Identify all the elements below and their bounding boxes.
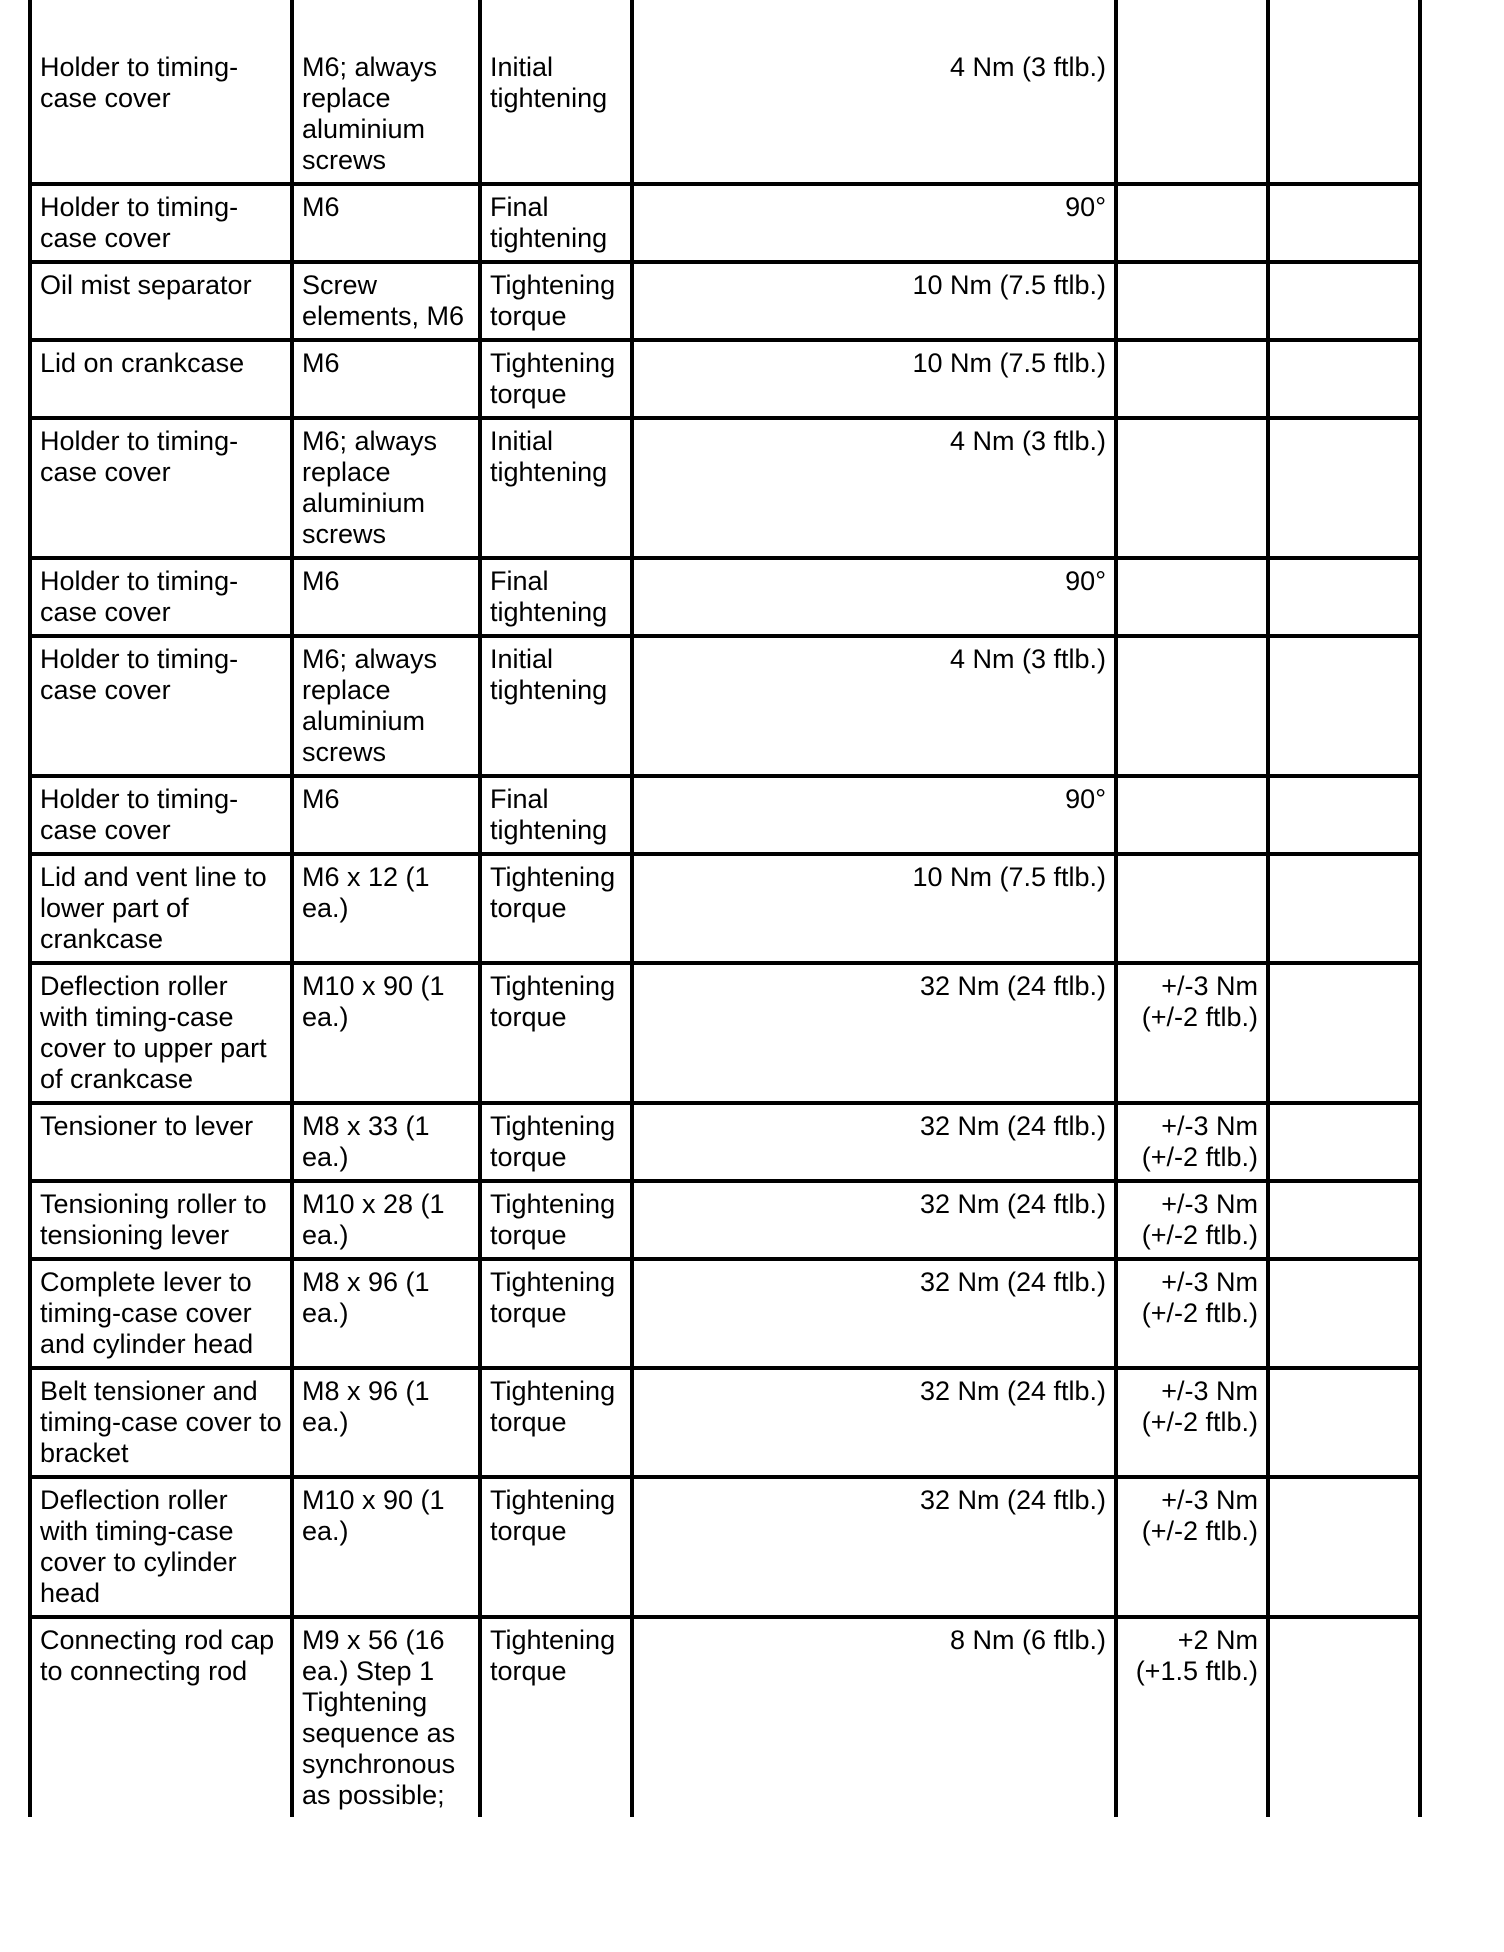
component-cell: [30, 854, 292, 963]
tightening-type-cell: [480, 1477, 632, 1617]
table-row: [30, 1259, 1420, 1368]
component-text: Belt tensioner and timing-case cover to bracket: [40, 1376, 282, 1468]
tightening-type-text: Final tightening: [490, 784, 608, 845]
fastener-spec-cell: [292, 1103, 480, 1181]
tightening-type-text: Initial tightening: [490, 644, 608, 705]
tightening-type-cell: [480, 340, 632, 418]
table-row: [30, 636, 1420, 776]
note-cell: [1268, 184, 1420, 262]
note-cell: [1268, 963, 1420, 1103]
fastener-spec-text: M10 x 90 (1 ea.): [302, 1485, 445, 1546]
torque-value-cell: [632, 262, 1116, 340]
note-cell: [1268, 558, 1420, 636]
component-text: Lid on crankcase: [40, 348, 245, 378]
fastener-spec-cell: [292, 1617, 480, 1817]
torque-value-text: 32 Nm (24 ftlb.): [919, 1267, 1106, 1297]
tightening-type-text: Final tightening: [490, 566, 608, 627]
tolerance-cell: [1116, 0, 1268, 184]
note-cell: [1268, 1617, 1420, 1817]
note-cell: [1268, 1103, 1420, 1181]
tightening-type-cell: [480, 776, 632, 854]
component-cell: [30, 1259, 292, 1368]
tolerance-cell: [1116, 558, 1268, 636]
note-cell: [1268, 262, 1420, 340]
tightening-type-text: Tightening torque: [490, 1485, 616, 1546]
fastener-spec-text: M9 x 56 (16 ea.) Step 1 Tightening sequence as synchronous as possible;: [302, 1625, 456, 1810]
torque-value-cell: [632, 854, 1116, 963]
tightening-type-text: Tightening torque: [490, 1111, 616, 1172]
fastener-spec-text: M6; always replace aluminium screws: [302, 644, 438, 767]
torque-value-cell: [632, 418, 1116, 558]
fastener-spec-text: M10 x 28 (1 ea.): [302, 1189, 445, 1250]
torque-value-cell: [632, 1368, 1116, 1477]
fastener-spec-text: M6: [302, 566, 340, 596]
tightening-type-cell: [480, 1181, 632, 1259]
fastener-spec-cell: [292, 963, 480, 1103]
note-cell: [1268, 1259, 1420, 1368]
tolerance-cell: [1116, 776, 1268, 854]
component-cell: [30, 340, 292, 418]
torque-specification-table: [28, 0, 1422, 1817]
tightening-type-text: Tightening torque: [490, 348, 616, 409]
component-cell: [30, 636, 292, 776]
torque-value-text: 90°: [1065, 784, 1106, 814]
component-text: Deflection roller with timing-case cover to upper part of crankcase: [40, 971, 267, 1094]
torque-value-text: 10 Nm (7.5 ftlb.): [912, 348, 1106, 378]
component-text: Lid and vent line to lower part of crankcase: [40, 862, 267, 954]
fastener-spec-cell: [292, 1259, 480, 1368]
table-row: [30, 262, 1420, 340]
torque-value-text: 8 Nm (6 ftlb.): [949, 1625, 1106, 1655]
torque-value-text: 32 Nm (24 ftlb.): [919, 1189, 1106, 1219]
component-text: Tensioner to lever: [40, 1111, 254, 1141]
fastener-spec-text: M10 x 90 (1 ea.): [302, 971, 445, 1032]
fastener-spec-cell: [292, 184, 480, 262]
torque-value-text: 32 Nm (24 ftlb.): [919, 1111, 1106, 1141]
tightening-type-text: Tightening torque: [490, 971, 616, 1032]
note-cell: [1268, 1368, 1420, 1477]
component-text: Tensioning roller to tensioning lever: [40, 1189, 267, 1250]
tolerance-cell: [1116, 1259, 1268, 1368]
tightening-type-cell: [480, 636, 632, 776]
component-cell: [30, 0, 292, 184]
table-row: [30, 1477, 1420, 1617]
torque-value-cell: [632, 1259, 1116, 1368]
fastener-spec-cell: [292, 262, 480, 340]
fastener-spec-text: M6: [302, 348, 340, 378]
component-cell: [30, 1103, 292, 1181]
tightening-type-cell: [480, 184, 632, 262]
tightening-type-text: Initial tightening: [490, 52, 608, 113]
note-cell: [1268, 418, 1420, 558]
component-cell: [30, 184, 292, 262]
note-cell: [1268, 854, 1420, 963]
tolerance-text: +/-3 Nm (+/-2 ftlb.): [1141, 1189, 1258, 1250]
tightening-type-cell: [480, 1617, 632, 1817]
fastener-spec-text: M6; always replace aluminium screws: [302, 426, 438, 549]
torque-value-text: 10 Nm (7.5 ftlb.): [912, 270, 1106, 300]
table-row: [30, 1181, 1420, 1259]
torque-value-cell: [632, 963, 1116, 1103]
tolerance-cell: [1116, 1103, 1268, 1181]
fastener-spec-text: M6: [302, 192, 340, 222]
fastener-spec-text: M6 x 12 (1 ea.): [302, 862, 430, 923]
table-row: [30, 1368, 1420, 1477]
tightening-type-cell: [480, 558, 632, 636]
tolerance-cell: [1116, 1477, 1268, 1617]
tolerance-cell: [1116, 1181, 1268, 1259]
note-cell: [1268, 776, 1420, 854]
torque-value-cell: [632, 776, 1116, 854]
tolerance-cell: [1116, 963, 1268, 1103]
torque-value-text: 90°: [1065, 192, 1106, 222]
table-row: [30, 558, 1420, 636]
fastener-spec-text: M8 x 96 (1 ea.): [302, 1376, 430, 1437]
component-text: Deflection roller with timing-case cover to cylinder head: [40, 1485, 237, 1608]
torque-value-text: 4 Nm (3 ftlb.): [949, 426, 1106, 456]
fastener-spec-text: Screw elements, M6: [302, 270, 465, 331]
tolerance-cell: [1116, 1617, 1268, 1817]
table-row: [30, 418, 1420, 558]
component-text: Holder to timing-case cover: [40, 784, 239, 845]
torque-value-text: 10 Nm (7.5 ftlb.): [912, 862, 1106, 892]
component-cell: [30, 1181, 292, 1259]
tightening-type-cell: [480, 418, 632, 558]
component-text: Connecting rod cap to connecting rod: [40, 1625, 275, 1686]
torque-value-text: 32 Nm (24 ftlb.): [919, 1485, 1106, 1515]
torque-value-cell: [632, 558, 1116, 636]
tightening-type-text: Tightening torque: [490, 270, 616, 331]
tolerance-text: +/-3 Nm (+/-2 ftlb.): [1141, 1376, 1258, 1437]
tightening-type-cell: [480, 963, 632, 1103]
fastener-spec-text: M6: [302, 784, 340, 814]
fastener-spec-cell: [292, 0, 480, 184]
tightening-type-text: Tightening torque: [490, 1376, 616, 1437]
component-cell: [30, 776, 292, 854]
component-cell: [30, 418, 292, 558]
table-row: [30, 776, 1420, 854]
tolerance-cell: [1116, 184, 1268, 262]
fastener-spec-text: M8 x 33 (1 ea.): [302, 1111, 430, 1172]
tolerance-cell: [1116, 262, 1268, 340]
component-text: Complete lever to timing-case cover and cylinder head: [40, 1267, 254, 1359]
tightening-type-text: Final tightening: [490, 192, 608, 253]
fastener-spec-cell: [292, 418, 480, 558]
torque-value-cell: [632, 340, 1116, 418]
tightening-type-cell: [480, 1103, 632, 1181]
table-row: [30, 1103, 1420, 1181]
tolerance-cell: [1116, 1368, 1268, 1477]
tolerance-cell: [1116, 418, 1268, 558]
fastener-spec-cell: [292, 1368, 480, 1477]
torque-value-cell: [632, 636, 1116, 776]
fastener-spec-cell: [292, 854, 480, 963]
component-cell: [30, 963, 292, 1103]
tightening-type-cell: [480, 854, 632, 963]
tolerance-text: +/-3 Nm (+/-2 ftlb.): [1141, 971, 1258, 1032]
table-row: [30, 963, 1420, 1103]
torque-value-text: 4 Nm (3 ftlb.): [949, 52, 1106, 82]
tolerance-text: +2 Nm (+1.5 ftlb.): [1135, 1625, 1258, 1686]
tolerance-cell: [1116, 340, 1268, 418]
component-cell: [30, 558, 292, 636]
tightening-type-text: Tightening torque: [490, 1625, 616, 1686]
tightening-type-text: Tightening torque: [490, 862, 616, 923]
note-cell: [1268, 340, 1420, 418]
tightening-type-cell: [480, 0, 632, 184]
fastener-spec-cell: [292, 558, 480, 636]
fastener-spec-text: M6; always replace aluminium screws: [302, 52, 438, 175]
torque-value-cell: [632, 1617, 1116, 1817]
tightening-type-text: Initial tightening: [490, 426, 608, 487]
table-row: [30, 0, 1420, 184]
component-text: Holder to timing-case cover: [40, 52, 239, 113]
torque-value-text: 4 Nm (3 ftlb.): [949, 644, 1106, 674]
fastener-spec-cell: [292, 776, 480, 854]
component-text: Holder to timing-case cover: [40, 192, 239, 253]
component-text: Holder to timing-case cover: [40, 566, 239, 627]
fastener-spec-cell: [292, 340, 480, 418]
torque-value-cell: [632, 1477, 1116, 1617]
torque-value-text: 32 Nm (24 ftlb.): [919, 971, 1106, 1001]
note-cell: [1268, 0, 1420, 184]
table-row: [30, 184, 1420, 262]
fastener-spec-cell: [292, 1181, 480, 1259]
tightening-type-text: Tightening torque: [490, 1189, 616, 1250]
note-cell: [1268, 636, 1420, 776]
tolerance-text: +/-3 Nm (+/-2 ftlb.): [1141, 1267, 1258, 1328]
torque-value-text: 90°: [1065, 566, 1106, 596]
torque-value-cell: [632, 0, 1116, 184]
component-text: Oil mist separator: [40, 270, 252, 300]
component-text: Holder to timing-case cover: [40, 426, 239, 487]
table-body: [30, 0, 1420, 1817]
tightening-type-cell: [480, 262, 632, 340]
tightening-type-text: Tightening torque: [490, 1267, 616, 1328]
torque-value-text: 32 Nm (24 ftlb.): [919, 1376, 1106, 1406]
tolerance-cell: [1116, 854, 1268, 963]
component-cell: [30, 1368, 292, 1477]
table-row: [30, 854, 1420, 963]
tolerance-cell: [1116, 636, 1268, 776]
torque-value-cell: [632, 184, 1116, 262]
component-cell: [30, 262, 292, 340]
note-cell: [1268, 1477, 1420, 1617]
table-row: [30, 340, 1420, 418]
tolerance-text: +/-3 Nm (+/-2 ftlb.): [1141, 1111, 1258, 1172]
fastener-spec-text: M8 x 96 (1 ea.): [302, 1267, 430, 1328]
fastener-spec-cell: [292, 1477, 480, 1617]
note-cell: [1268, 1181, 1420, 1259]
tightening-type-cell: [480, 1368, 632, 1477]
tolerance-text: +/-3 Nm (+/-2 ftlb.): [1141, 1485, 1258, 1546]
tightening-type-cell: [480, 1259, 632, 1368]
torque-value-cell: [632, 1103, 1116, 1181]
component-cell: [30, 1477, 292, 1617]
torque-value-cell: [632, 1181, 1116, 1259]
fastener-spec-cell: [292, 636, 480, 776]
table-row: [30, 1617, 1420, 1817]
component-text: Holder to timing-case cover: [40, 644, 239, 705]
component-cell: [30, 1617, 292, 1817]
